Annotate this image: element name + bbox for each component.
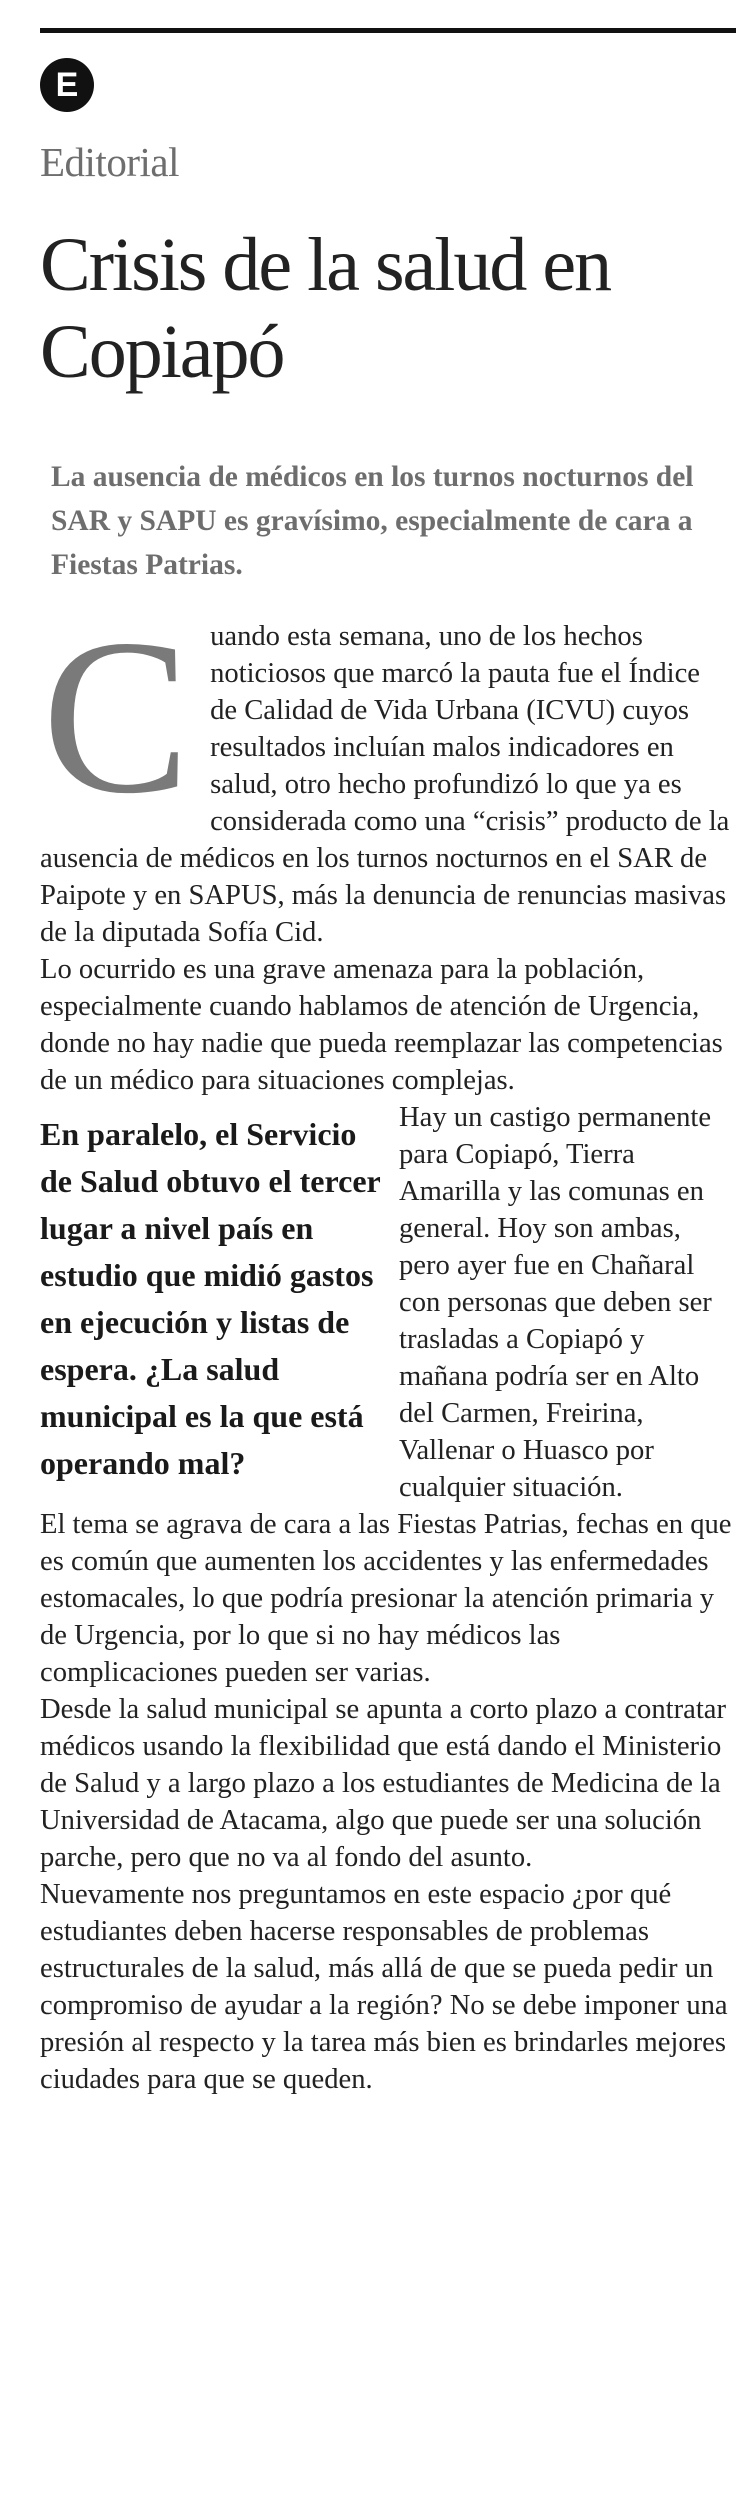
top-rule — [40, 28, 736, 33]
drop-cap: C — [42, 594, 191, 840]
article-body — [40, 594, 734, 2098]
deck: La ausencia de médicos en los turnos nocturnos del SAR y SAPU es gravísimo, especialmente de cara a Fiestas Patrias. — [51, 461, 694, 581]
section-badge: E — [40, 58, 94, 112]
paragraph-6: Nuevamente nos preguntamos en este espacio ¿por qué estudiantes deben hacerse responsables de problemas estructurales de la salud, más allá de que se pueda pedir un compromiso de ayudar a la región? No se debe imponer una presión al respecto y la tarea más bien es brindarles mejores ciudades para que se queden. — [40, 1879, 728, 2095]
pull-quote: En paralelo, el Servicio de Salud obtuvo el tercer lugar a nivel país en estudio que midió gastos en ejecución y listas de espera. ¿La salud municipal es la que está operando mal? — [40, 1116, 381, 1481]
paragraph-3: Hay un castigo permanente para Copiapó, Tierra Amarilla y las comunas en general. Hoy son ambas, pero ayer fue en Chañaral con personas que deben ser trasladas a Copiapó y mañana podría ser en Alto del Carmen, Freirina, Vallenar o Huasco por cualquier situación. — [399, 1102, 712, 1503]
paragraph-2: Lo ocurrido es una grave amenaza para la población, especialmente cuando hablamos de atención de Urgencia, donde no hay nadie que pueda reemplazar las competencias de un médico para situaciones complejas. — [40, 954, 723, 1096]
section-label: Editorial — [40, 139, 179, 185]
paragraph-1: uando esta semana, uno de los hechos noticiosos que marcó la pauta fue el Índice de Calidad de Vida Urbana (ICVU) cuyos resultados incluían malos indicadores en salud, otro hecho profundizó lo que ya es considerada como una “crisis” producto de la ausencia de médicos en los turnos nocturnos en el SAR de Paipote y en SAPUS, más la denuncia de renuncias masivas de la diputada Sofía Cid. — [40, 621, 730, 948]
paragraph-5: Desde la salud municipal se apunta a corto plazo a contratar médicos usando la flexibilidad que está dando el Ministerio de Salud y a largo plazo a los estudiantes de Medicina de la Universidad de Atacama, algo que puede ser una solución parche, pero que no va al fondo del asunto. — [40, 1694, 726, 1873]
headline: Crisis de la salud en Copiapó — [40, 223, 611, 394]
paragraph-4: El tema se agrava de cara a las Fiestas Patrias, fechas en que es común que aumenten los accidentes y las enfermedades estomacales, lo que podría presionar la atención primaria y de Urgencia, por lo que si no hay médicos las complicaciones pueden ser varias. — [40, 1509, 732, 1688]
